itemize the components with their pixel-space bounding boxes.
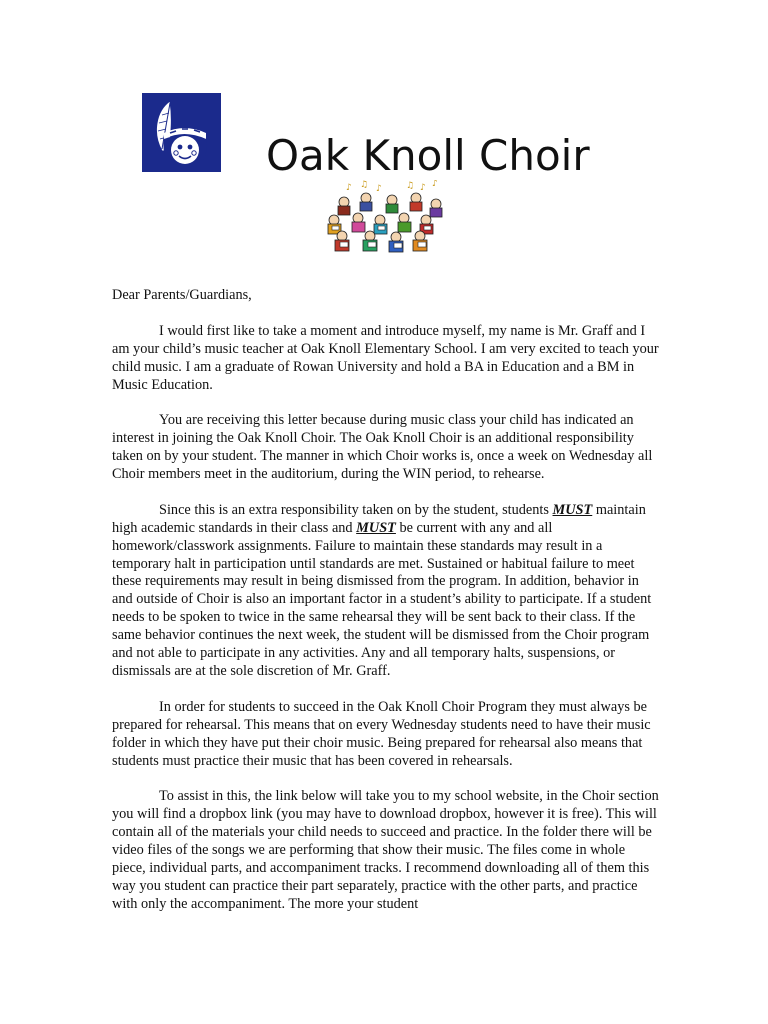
emphasis-must: MUST [552,501,593,518]
emphasis-must: MUST [356,519,396,536]
text-segment: maintain high academic standards in their class and [112,501,646,536]
text-segment: Since this is an extra responsibility taken on by the student, students [159,501,553,518]
svg-text:♪: ♪ [420,183,426,193]
paragraph-preparation: In order for students to succeed in the Oak Knoll Choir Program they must always be prepared for rehearsal. This means that on every Wednesday students need to have their music folder in which they have put their choir music. Being prepared for rehearsal also means that students must practice their music that has been covered in rehearsals. [112,698,651,769]
svg-text:♪: ♪ [432,180,438,189]
paragraph-choir-info: You are receiving this letter because during music class your child has indicated an interest in joining the Oak Knoll Choir. The Oak Knoll Choir is an additional responsibility taken on by your student. The manner in which Choir works is, once a week on Wednesday all Choir members meet in the auditorium, during the WIN period, to rehearse. [112,412,653,483]
svg-text:♪: ♪ [376,184,382,194]
singing-choir-icon [320,180,450,254]
letter-body [112,287,660,932]
svg-text:♫: ♫ [406,181,415,191]
salutation: Dear Parents/Guardians, [112,287,252,303]
svg-text:♪: ♪ [346,183,352,193]
svg-text:♫: ♫ [360,180,369,190]
mascot-logo-icon [142,93,221,172]
page-title: Oak Knoll Choir [266,131,590,180]
paragraph-responsibilities [112,502,660,681]
paragraph-introduction: I would first like to take a moment and introduce myself, my name is Mr. Graff and I am your child’s music teacher at Oak Knoll Elementary School. I am very excited to teach your child music. I am a graduate of Rowan University and hold a BA in Education and a BM in Music Education. [112,322,659,393]
paragraph-resources: To assist in this, the link below will take you to my school website, in the Choir section you will find a dropbox link (you may have to download dropbox, however it is free). This will contain all of the materials your child needs to succeed and practice. In the folder there will be video files of the songs we are performing that show their music. The files come in whole piece, individual parts, and accompaniment tracks. I recommend downloading all of them this way you student can practice their part separately, practice with the other parts, and practice with only the accompaniment. The more your student [112,788,659,912]
text-segment: be current with any and all homework/classwork assignments. Failure to maintain these standards may result in a temporary halt in participation until standards are met. Sustained or habitual failure to meet these requirements may result in being dismissed from the program. In addition, behavior in and outside of Choir is also an important factor in a student’s ability to participate. If a student needs to be spoken to twice in the same rehearsal they will be sent back to their class. If the same behavior continues the next week, the student will be dismissed from the Choir program and not able to participate in any activities. Any and all temporary halts, suspensions, or dismissals are at the sole discretion of Mr. Graff. [112,519,652,679]
